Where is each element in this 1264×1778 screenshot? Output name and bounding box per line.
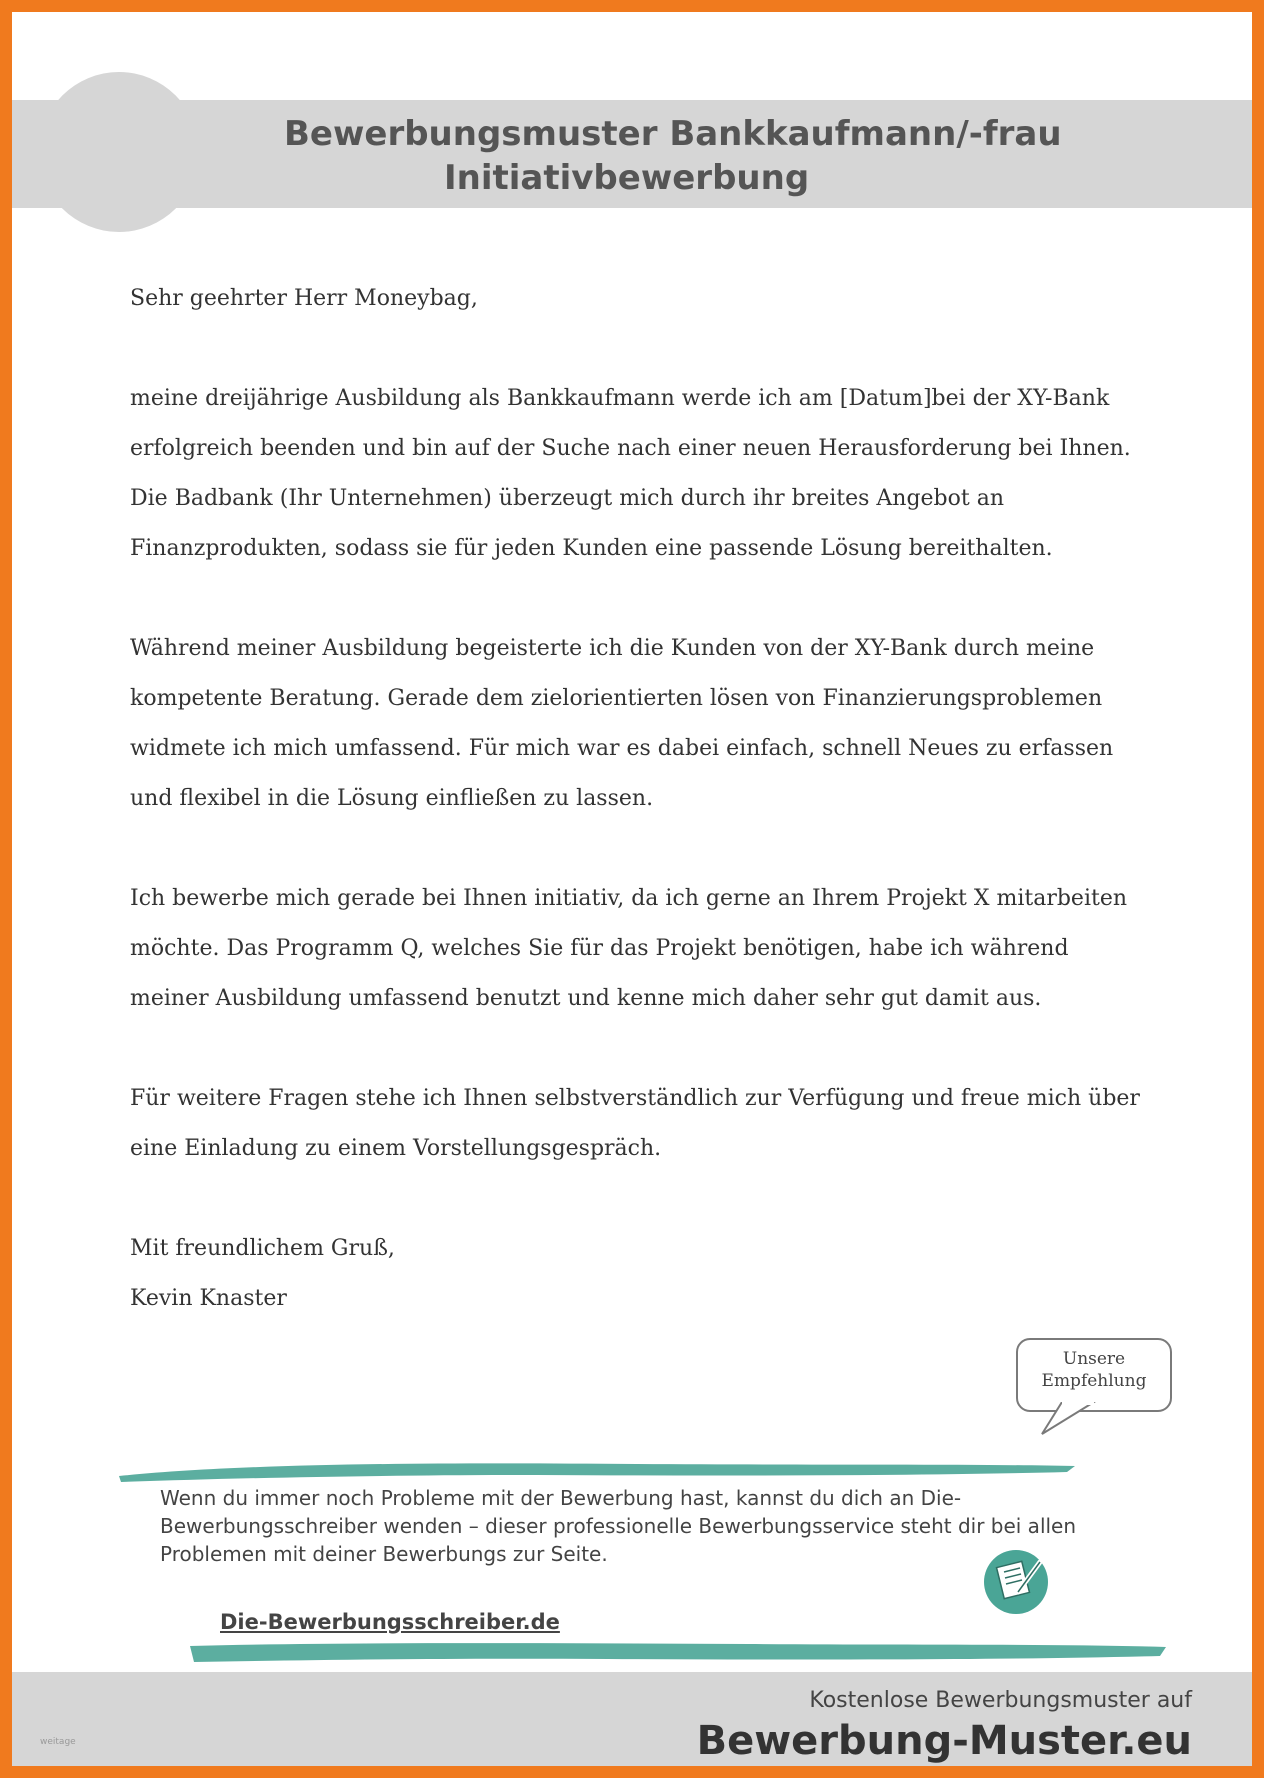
bubble-line-2: Empfehlung (1041, 1371, 1147, 1391)
paragraph-4: Für weitere Fragen stehe ich Ihnen selbstverständlich zur Verfügung und freue mich über eine Einladung zu einem Vorstellungsgespräch. (130, 1086, 1140, 1161)
footer-tagline: Kostenlose Bewerbungsmuster auf (809, 1688, 1192, 1713)
brush-stroke-bottom (188, 1638, 1168, 1666)
title-line-1: Bewerbungsmuster Bankkaufmann/-frau (284, 114, 1062, 154)
letter-page (12, 12, 1252, 1766)
bewerbungsschreiber-link[interactable]: Die-Bewerbungsschreiber.de (220, 1610, 560, 1634)
footer-site-name: Bewerbung-Muster.eu (696, 1718, 1192, 1764)
salutation: Sehr geehrter Herr Moneybag, (130, 286, 478, 311)
paragraph-1: meine dreijährige Ausbildung als Bankkaufmann werde ich am [Datum]bei der XY-Bank erfolgreich beenden und bin auf der Suche nach einer neuen Herausforderung bei Ihnen. Die Badbank (Ihr Unternehmen) überzeugt mich durch ihr breites Angebot an Finanzprodukten, sodass sie für jeden Kunden eine passende Lösung bereithalten. (130, 386, 1131, 561)
letter-body (130, 274, 1150, 1324)
document-pen-icon (984, 1550, 1048, 1614)
bubble-tail (1032, 1402, 1112, 1438)
title-line-2: Initiativbewerbung (444, 158, 810, 198)
watermark: weitage (40, 1737, 76, 1747)
signature: Kevin Knaster (130, 1286, 287, 1311)
promo-text: Wenn du immer noch Probleme mit der Bewerbung hast, kannst du dich an Die-Bewerbungsschreiber wenden – dieser professionelle Bewerbungsservice steht dir bei allen Problemen mit deiner Bewerbungs zur Seite. (160, 1486, 1077, 1566)
closing: Mit freundlichem Gruß, (130, 1236, 395, 1261)
recommendation-bubble (1016, 1338, 1172, 1412)
bubble-line-1: Unsere (1062, 1349, 1126, 1369)
paragraph-2: Während meiner Ausbildung begeisterte ich die Kunden von der XY-Bank durch meine kompetente Beratung. Gerade dem zielorientierten lösen von Finanzierungsproblemen widmete ich mich umfassend. Für mich war es dabei einfach, schnell Neues zu erfassen und flexibel in die Lösung einfließen zu lassen. (130, 636, 1114, 811)
paragraph-3: Ich bewerbe mich gerade bei Ihnen initiativ, da ich gerne an Ihrem Projekt X mitarbeiten möchte. Das Programm Q, welches Sie für das Projekt benötigen, habe ich während meiner Ausbildung umfassend benutzt und kenne mich daher sehr gut damit aus. (130, 886, 1128, 1011)
brush-stroke-top (117, 1454, 1077, 1484)
